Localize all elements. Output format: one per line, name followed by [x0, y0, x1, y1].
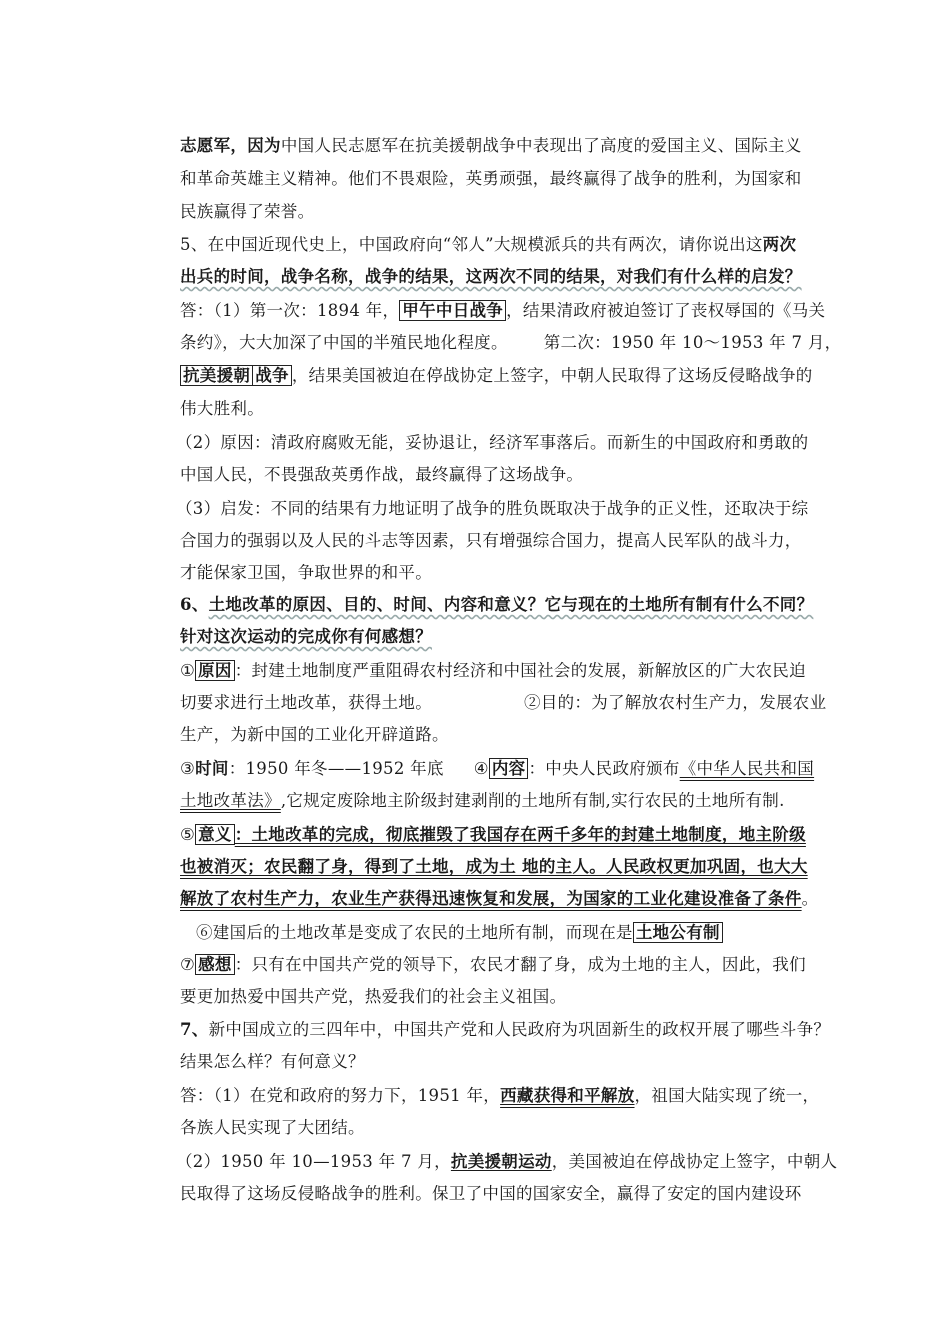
question-7-line-2: 结果怎么样？有何意义？	[180, 1052, 365, 1071]
answer-5-reason-line-1: （2）原因：清政府腐败无能，妥协退让，经济军事落后。而新生的中国政府和勇敢的	[176, 433, 809, 452]
question-5-line-1	[180, 234, 796, 256]
content-text: ,它规定废除地主阶级封建剥削的土地所有制,实行农民的土地所有制.	[280, 791, 785, 810]
period: 。	[801, 889, 819, 908]
significance-text: 也被消灭；农民翻了身，得到了土地，成为土 地的主人。人民政权更加巩固，也大大	[180, 857, 808, 876]
answer-5-inspiration-line-3: 才能保家卫国，争取世界的和平。	[180, 563, 432, 582]
time-text: ：1950 年冬——1952 年底	[228, 759, 444, 778]
answer-5-reason-line-2: 中国人民，不畏强敌英勇作战，最终赢得了这场战争。	[180, 465, 584, 484]
question-5-bold-wavy: 出兵的时间，战争名称，战争的结果，这两次不同的结果，对我们有什么样的启发？	[180, 267, 802, 286]
answer-6-feeling-line-1	[180, 954, 806, 976]
circled-number-7: ⑦	[180, 955, 196, 974]
question-6-text: 土地改革的原因、目的、时间、内容和意义？它与现在的土地所有制有什么不同？	[208, 595, 814, 614]
question-6-line-1	[180, 594, 813, 616]
answer-5-line-3	[180, 365, 813, 387]
significance-text: 解放了农村生产力，农业生产获得迅速恢复和发展，为国家的工业化建设准备了条件	[180, 889, 802, 908]
answer-6-content-line-2	[180, 790, 785, 812]
answer-7-text: ，美国被迫在停战协定上签字，中朝人	[551, 1152, 838, 1171]
land-reform-law-title: 土地改革法》	[180, 791, 281, 810]
question-6-line-2	[180, 626, 432, 648]
answer-7-prefix: 答：（1）在党和政府的努力下，1951 年，	[180, 1086, 501, 1105]
answer-4-text: 中国人民志愿军在抗美援朝战争中表现出了高度的爱国主义、国际主义	[280, 136, 802, 155]
circled-number-4: ④	[473, 759, 489, 778]
answer-6-significance-line-1	[180, 824, 806, 846]
answer-4-line-1	[180, 135, 802, 157]
content-box: 内容	[489, 758, 529, 779]
circled-number-3: ③	[180, 759, 196, 778]
answer-6-purpose-line-2: 生产，为新中国的工业化开辟道路。	[180, 725, 449, 744]
answer-4-bold-lead: 志愿军，因为	[180, 136, 281, 155]
time-label: 时间	[195, 759, 229, 778]
question-5-line-2	[180, 266, 802, 288]
answer-7-line-3	[176, 1151, 837, 1173]
land-reform-law-title: 《中华人民共和国	[679, 759, 815, 778]
question-6-text: 针对这次运动的完成你有何感想？	[180, 627, 432, 646]
sino-japanese-war-box: 甲午中日战争	[399, 300, 506, 321]
korean-war-box: 抗美援朝	[180, 365, 253, 386]
answer-5-line-2	[180, 332, 841, 354]
cause-box: 原因	[195, 660, 235, 681]
answer-4-line-2: 和革命英雄主义精神。他们不畏艰险，英勇顽强，最终赢得了战争的胜利，为国家和	[180, 169, 802, 188]
answer-7-prefix-2: （2）1950 年 10—1953 年 7 月，	[176, 1152, 451, 1171]
answer-6-difference-line	[196, 922, 723, 944]
purpose-text: ②目的：为了解放农村生产力，发展农业	[524, 693, 827, 712]
answer-5-prefix: 答：（1）第一次：1894 年，	[180, 301, 400, 320]
answer-6-cause-line-2	[180, 692, 826, 714]
significance-box: 意义	[195, 824, 235, 845]
korean-war-box-2: 战争	[253, 365, 292, 386]
answer-6-feeling-line-2: 要更加热爱中国共产党，热爱我们的社会主义祖国。	[180, 987, 567, 1006]
answer-5-second-time: 第二次：1950 年 10～1953 年 7 月，	[543, 333, 842, 352]
feeling-text: ：只有在中国共产党的领导下，农民才翻了身，成为土地的主人，因此，我们	[234, 955, 806, 974]
significance-text: ：土地改革的完成，彻底摧毁了我国存在两千多年的封建土地制度，地主阶级	[234, 825, 806, 844]
answer-7-line-1	[180, 1085, 819, 1107]
resist-us-aid-korea-underlined: 抗美援朝运动	[450, 1152, 552, 1171]
answer-5-line-4: 伟大胜利。	[180, 399, 264, 418]
feeling-box: 感想	[195, 954, 235, 975]
question-7-text: 新中国成立的三四年中，中国共产党和人民政府为巩固新生的政权开展了哪些斗争？	[208, 1020, 831, 1039]
question-5-bold: 两次	[762, 235, 797, 254]
answer-6-time-content-line	[180, 758, 814, 780]
public-land-ownership-box: 土地公有制	[633, 922, 723, 943]
circled-number-1: ①	[180, 661, 196, 680]
answer-5-line-1	[180, 300, 825, 322]
answer-5-text: ，结果清政府被迫签订了丧权辱国的《马关	[506, 301, 826, 320]
answer-5-inspiration-line-2: 合国力的强弱以及人民的斗志等因素，只有增强综合国力，提高人民军队的战斗力，	[180, 531, 802, 550]
answer-6-cause-line-1	[180, 660, 806, 682]
content-text: ：中央人民政府颁布	[528, 759, 680, 778]
answer-5-inspiration-line-1: （3）启发：不同的结果有力地证明了战争的胜负既取决于战争的正义性，还取决于综	[176, 499, 809, 518]
answer-7-line-2: 各族人民实现了大团结。	[180, 1118, 365, 1137]
question-5-text: 5、在中国近现代史上，中国政府向“邻人”大规模派兵的共有两次，请你说出这	[180, 235, 763, 254]
circled-number-5: ⑤	[180, 825, 196, 844]
answer-7-text: ，祖国大陆实现了统一，	[634, 1086, 820, 1105]
tibet-liberation-underlined: 西藏获得和平解放	[500, 1086, 635, 1105]
question-6-number: 6、	[180, 595, 209, 614]
answer-5-text: 条约》，大大加深了中国的半殖民地化程度。	[180, 333, 508, 352]
answer-7-line-4: 民取得了这场反侵略战争的胜利。保卫了中国的国家安全，赢得了安定的国内建设环	[180, 1184, 802, 1203]
answer-4-line-3: 民族赢得了荣誉。	[180, 202, 315, 221]
cause-text: ：封建土地制度严重阻碍农村经济和中国社会的发展，新解放区的广大农民迫	[234, 661, 806, 680]
answer-5-text: ，结果美国被迫在停战协定上签字，中朝人民取得了这场反侵略战争的	[291, 366, 813, 385]
difference-text: ⑥建国后的土地改革是变成了农民的土地所有制，而现在是	[196, 923, 633, 942]
question-7-line-1	[180, 1019, 830, 1041]
question-7-number: 7、	[180, 1020, 209, 1039]
answer-6-significance-line-3	[180, 888, 818, 910]
answer-6-significance-line-2	[180, 856, 808, 878]
cause-text: 切要求进行土地改革，获得土地。	[180, 693, 432, 712]
